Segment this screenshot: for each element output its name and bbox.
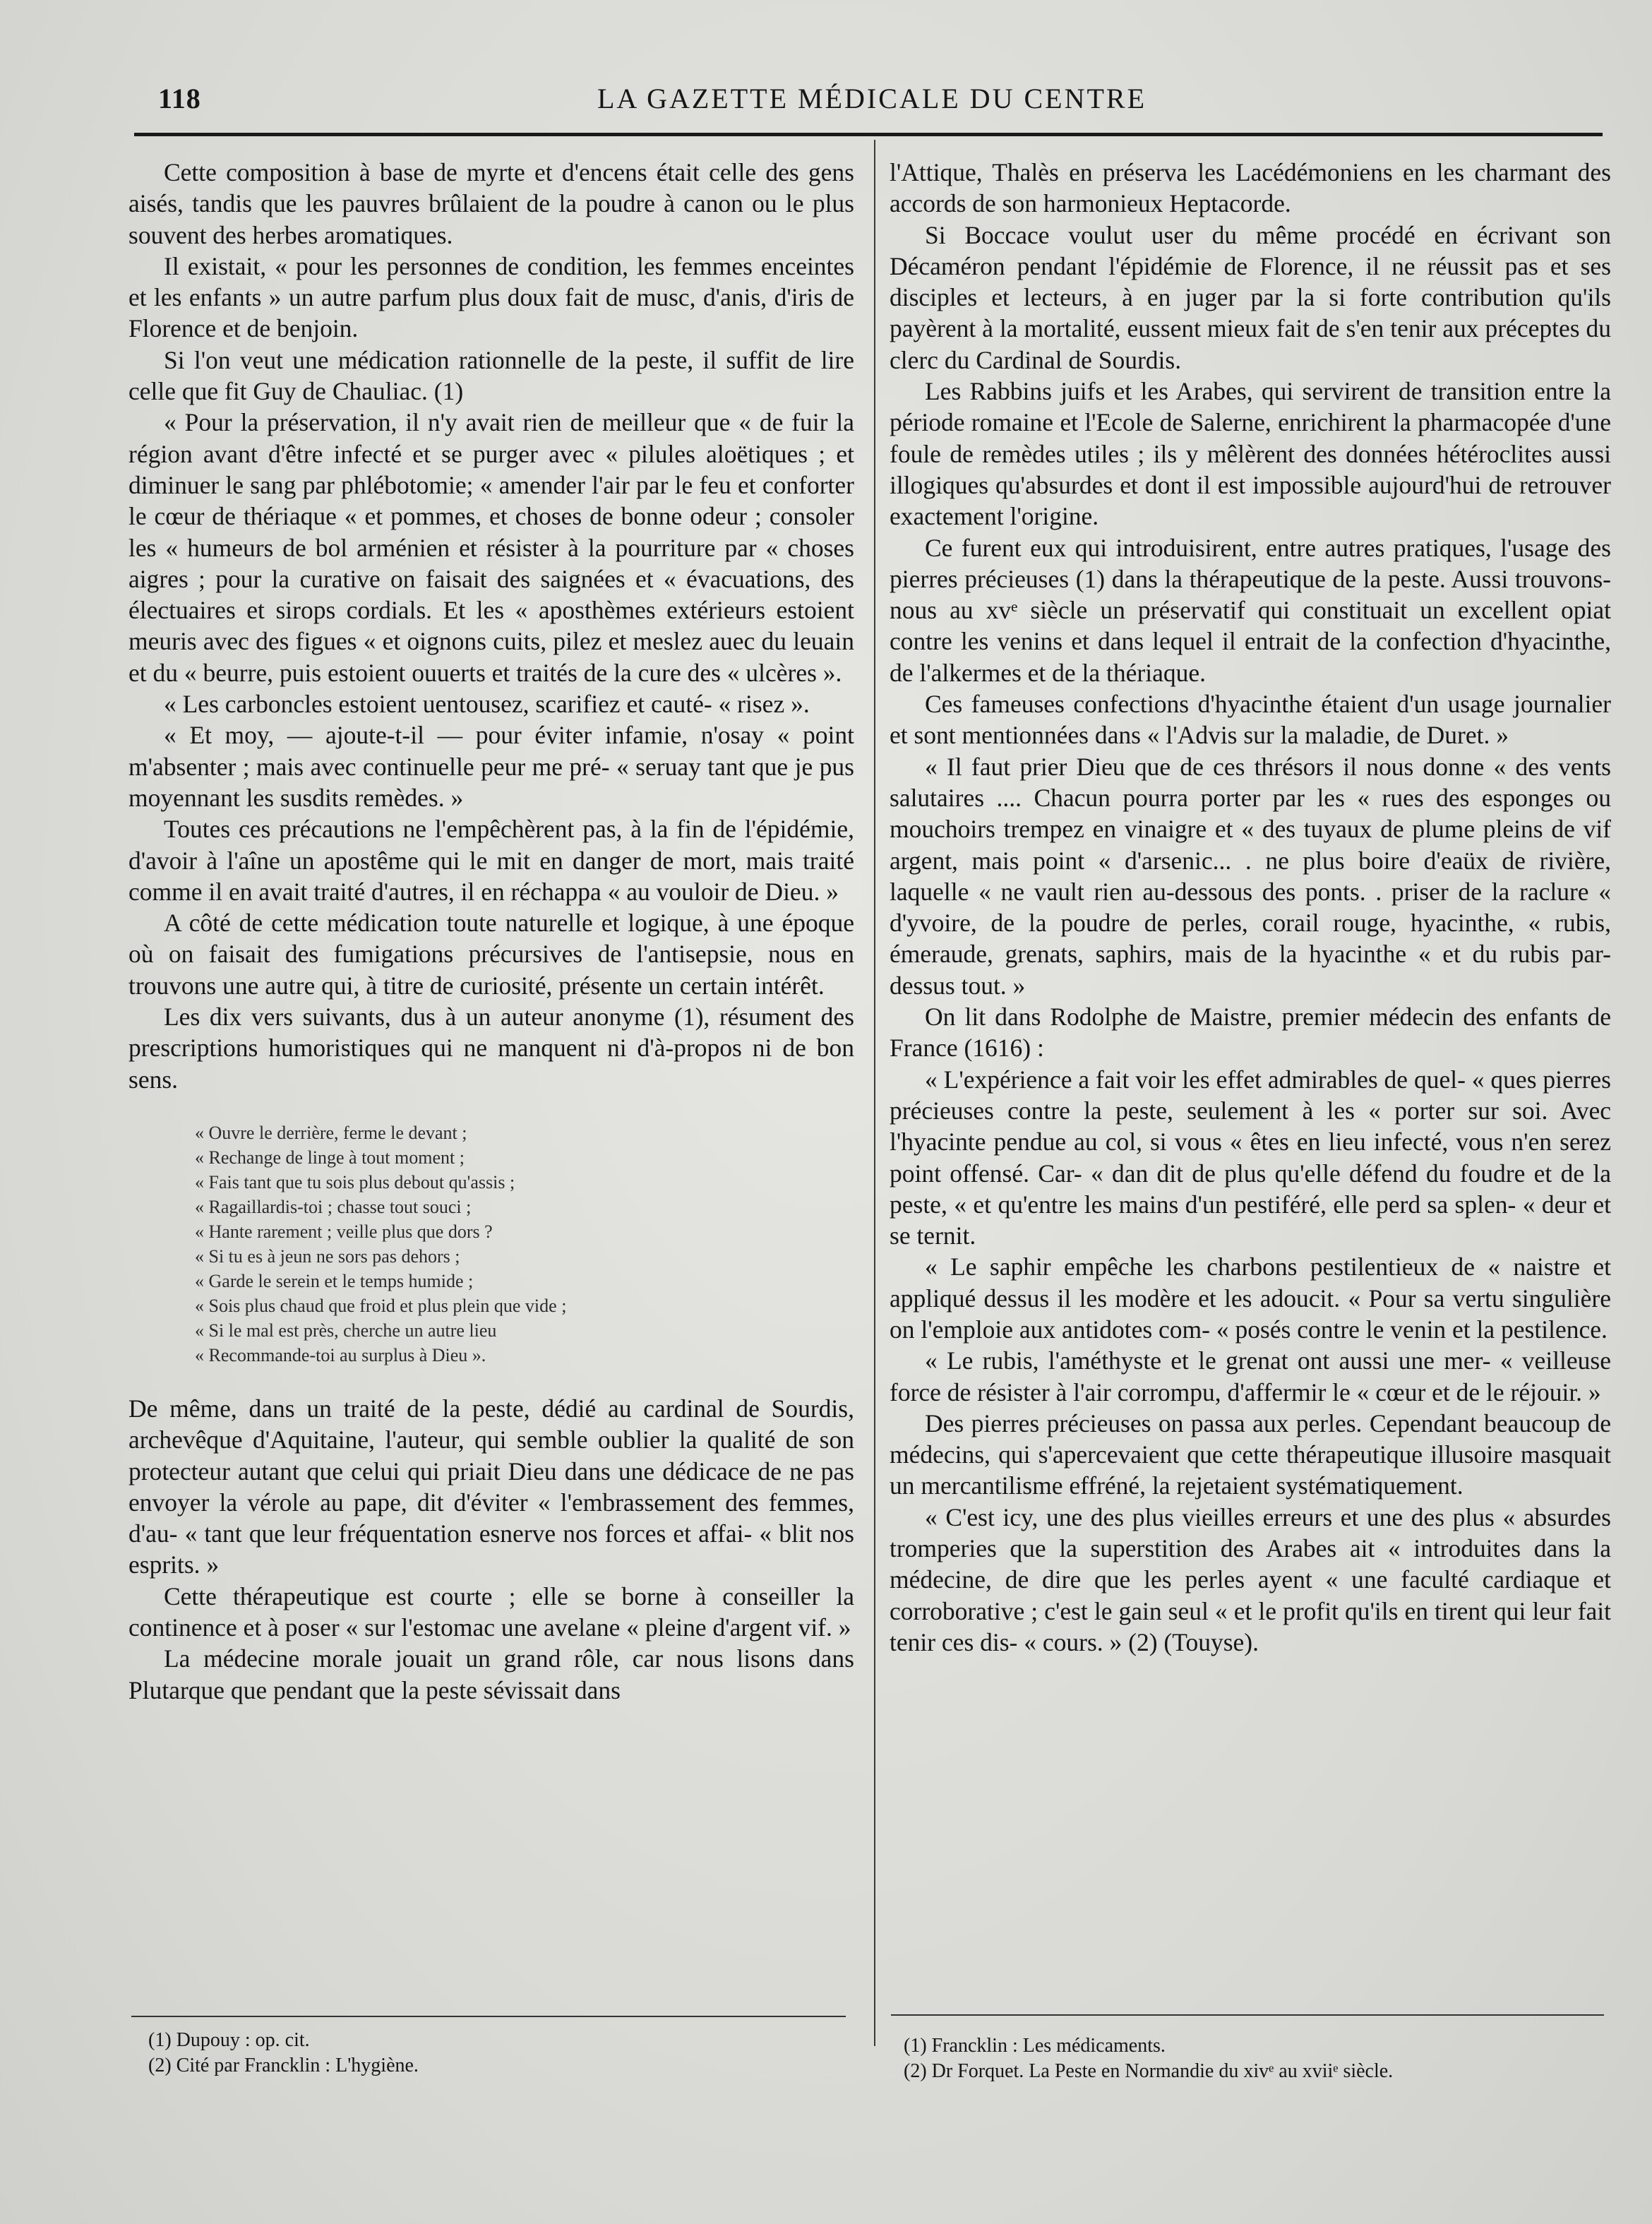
paragraph: Ces fameuses confections d'hyacinthe étaient d'un usage journalier et sont mentionnées dans « l'Advis sur la maladie, de Duret. » [890,690,1611,750]
paragraph: Ce furent eux qui introduisirent, entre autres pratiques, l'usage des pierres précieuses (1) dans la thérapeutique de la peste. Aussi trouvons-nous au xvᵉ siècle un préservatif qui constituait un excellent opiat contre les venins et dans lequel il entrait de la confection d'hyacinthe, de l'alkermes et de la thériaque. [890,533,1611,687]
footnote: (1) Francklin : Les médicaments. [904,2035,1166,2057]
poem-line: « Ragaillardis-toi ; chasse tout souci ; [195,1196,472,1217]
page-number: 118 [158,83,201,114]
paragraph: Cette composition à base de myrte et d'encens était celle des gens aisés, tandis que les pauvres brûlaient de la poudre à canon ou le plus souvent des herbes aromatiques. [128,158,854,249]
column-divider [874,140,875,2046]
quotation: « Il faut prier Dieu que de ces thrésors il nous donne « des vents salutaires .... Chacun pourra porter par les « rues des esponges ou mouchoirs trempez en vinaigre et « des tuyaux de plume pleins de vif argent, mais point « d'arsenic... . ne plus boire d'eaüx de rivière, laquelle « ne vault rien au-dessous des ponts. . priser de la raclure « d'yvoire, de la poudre de perles, corail rouge, hyacinthe, « rubis, émeraude, grenats, saphirs, mais de la hyacinthe « et du rubis par-dessus tout. » [890,752,1611,1000]
poem-line: « Fais tant que tu sois plus debout qu'assis ; [195,1171,515,1192]
paragraph: Les dix vers suivants, dus à un auteur anonyme (1), résument des prescriptions humoristiques qui ne manquent ni d'à-propos ni de bon sens. [128,1003,854,1094]
header-rule [134,133,1603,136]
poem-line: « Si le mal est près, cherche un autre lieu [195,1320,497,1341]
footnotes-right [904,2033,1610,2084]
paragraph: On lit dans Rodolphe de Maistre, premier médecin des enfants de France (1616) : [890,1003,1611,1063]
quotation: « Et moy, — ajoute-t-il — pour éviter infamie, n'osay « point m'absenter ; mais avec continuelle peur me pré- « seruay tant que je pus moyennant les susdits remèdes. » [128,721,854,812]
poem [195,1120,854,1368]
paragraph: Toutes ces précautions ne l'empêchèrent pas, à la fin de l'épidémie, d'avoir à l'aîne un apostême qui le mit en danger de mort, mais traité comme il en avait traité d'autres, il en réchappa « au vouloir de Dieu. » [128,815,854,906]
paragraph: Cette thérapeutique est courte ; elle se borne à conseiller la continence et à poser « sur l'estomac une avelane « pleine d'argent vif. » [128,1582,854,1642]
poem-line: « Ouvre le derrière, ferme le devant ; [195,1122,467,1143]
quotation: « Le saphir empêche les charbons pestilentieux de « naistre et appliqué dessus il les modère et les adoucit. « Pour sa vertu singulière on l'emploie aux antidotes com- « posés contre le venin et la pestilence. [890,1253,1611,1344]
running-title: LA GAZETTE MÉDICALE DU CENTRE [597,83,1147,114]
poem-line: « Sois plus chaud que froid et plus plein que vide ; [195,1295,567,1316]
paragraph: De même, dans un traité de la peste, dédié au cardinal de Sourdis, archevêque d'Aquitaine, l'auteur, qui semble oublier la qualité de son protecteur autant que celui qui priait Dieu dans une dédicace de ne pas envoyer la vérole au pape, dit d'éviter « l'embrassement des femmes, d'au- « tant que leur fréquentation esnerve nos forces et affai- « blit nos esprits. » [128,1394,854,1579]
quotation: « Pour la préservation, il n'y avait rien de meilleur que « de fuir la région avant d'être infecté et se purger avec « pilules aloëtiques ; et diminuer le sang par phlébotomie; « amender l'air par le feu et conforter le cœur de thériaque « et pommes, et choses de bonne odeur ; consoler les « humeurs de bol arménien et résister à la pourriture par « choses aigres ; pour la curative on faisait des saignées et « évacuations, des électuaires et sirops cordials. Et les « aposthèmes extérieurs estoient meuris avec des figues « et oignons cuits, pilez et meslez auec du leuain et du « beurre, puis estoient ouuerts et traités de la cure des « ulcères ». [128,408,854,687]
footnote: (2) Dr Forquet. La Peste en Normandie du xivᵉ au xviiᵉ siècle. [904,2060,1394,2082]
paragraph: Si Boccace voulut user du même procédé en écrivant son Décaméron pendant l'épidémie de Florence, il ne réussit pas et ses disciples et lecteurs, à en juger par la si forte contribution qu'ils payèrent à la mortalité, eussent mieux fait de s'en tenir aux préceptes du clerc du Cardinal de Sourdis. [890,220,1611,374]
footnote-rule-right [891,2014,1604,2016]
quotation: « Les carboncles estoient uentousez, scarifiez et cauté- « risez ». [164,690,810,719]
poem-line: « Rechange de linge à tout moment ; [195,1147,465,1168]
poem-line: « Garde le serein et le temps humide ; [195,1270,474,1291]
left-column [128,157,854,1706]
paragraph: Les Rabbins juifs et les Arabes, qui servirent de transition entre la période romaine et l'Ecole de Salerne, enrichirent la pharmacopée d'une foule de remèdes utiles ; ils y mêlèrent des données hétéroclites aussi illogiques qu'absurdes et dont il est impossible aujourd'hui de retrouver exactement l'origine. [890,377,1611,531]
paragraph: Si l'on veut une médication rationnelle de la peste, il suffit de lire celle que fit Guy de Chauliac. (1) [128,345,854,406]
page-header [141,79,1603,121]
paragraph: Des pierres précieuses on passa aux perles. Cependant beaucoup de médecins, qui s'apercevaient que cette thérapeutique illusoire masquait un mercantilisme effréné, la rejetaient systématiquement. [890,1409,1611,1500]
paragraph: l'Attique, Thalès en préserva les Lacédémoniens en les charmant des accords de son harmonieux Heptacorde. [890,158,1611,218]
poem-line: « Hante rarement ; veille plus que dors ? [195,1221,493,1242]
footnote: (2) Cité par Francklin : L'hygiène. [148,2055,419,2076]
paragraph: Il existait, « pour les personnes de condition, les femmes enceintes et les enfants » un autre parfum plus doux fait de musc, d'anis, d'iris de Florence et de benjoin. [128,251,854,343]
poem-line: « Recommande-toi au surplus à Dieu ». [195,1344,486,1365]
paragraph: La médecine morale jouait un grand rôle, car nous lisons dans Plutarque que pendant que la peste sévissait dans [128,1644,854,1704]
footnote: (1) Dupouy : op. cit. [148,2029,310,2051]
quotation: « C'est icy, une des plus vieilles erreurs et une des plus « absurdes tromperies que la superstition des Arabes ait « introduites dans la médecine, de dire que les perles ayent « une faculté cardiaque et corroborative ; c'est le gain seul « et le profit qu'ils en tirent qui leur fait tenir ces dis- « cours. » (2) (Touyse). [890,1502,1611,1656]
poem-line: « Si tu es à jeun ne sors pas dehors ; [195,1245,460,1267]
footnotes-left [148,2028,840,2079]
right-column [890,157,1611,1658]
quotation: « L'expérience a fait voir les effet admirables de quel- « ques pierres précieuses contre la peste, seulement à les « porter sur soi. Avec l'hyacinte pendue au col, si vous « êtes en lieu infecté, vous n'en serez point offensé. Car- « dan dit de plus qu'elle défend du foudre et de la peste, « et qu'entre les mains d'un pestiféré, elle perd sa splen- « deur et se ternit. [890,1065,1611,1250]
quotation: « Le rubis, l'améthyste et le grenat ont aussi une mer- « veilleuse force de résister à l'air corrompu, d'affermir le « cœur et de le réjouir. » [890,1346,1611,1406]
footnote-rule-left [131,2016,846,2017]
paragraph: A côté de cette médication toute naturelle et logique, à une époque où on faisait des fumigations précursives de l'antisepsie, nous en trouvons une autre qui, à titre de curiosité, présente un certain intérêt. [128,909,854,1000]
